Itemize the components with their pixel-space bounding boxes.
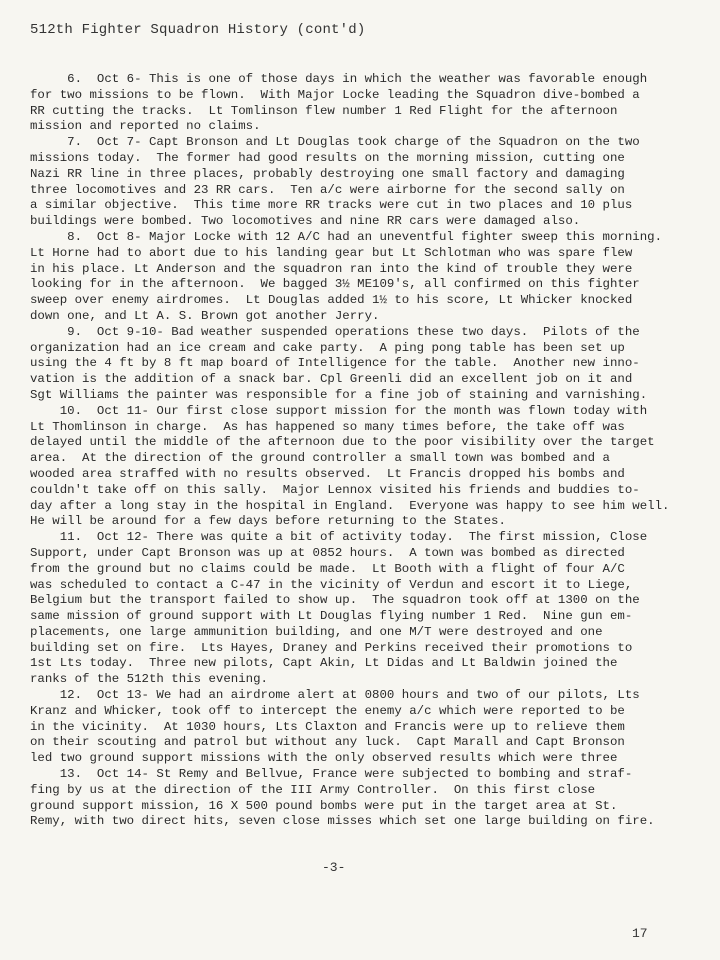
text-line: Lt Thomlinson in charge. As has happened so many times before, the take off was (30, 419, 625, 434)
text-line: building set on fire. Lts Hayes, Draney and Perkins received their promotions to (30, 640, 633, 655)
text-line: sweep over enemy airdromes. Lt Douglas added 1½ to his score, Lt Whicker knocked (30, 293, 633, 308)
text-line: from the ground but no claims could be made. Lt Booth with a flight of four A/C (30, 561, 625, 576)
text-line: Belgium but the transport failed to show up. The squadron took off at 1300 on the (30, 593, 640, 608)
text-line: Sgt Williams the painter was responsible for a fine job of staining and varnishing. (30, 387, 648, 402)
text-line: on their scouting and patrol but without any luck. Capt Marall and Capt Bronson (30, 735, 625, 750)
text-line: ranks of the 512th this evening. (30, 672, 268, 687)
page-mark: -3- (322, 860, 346, 875)
text-line: area. At the direction of the ground controller a small town was bombed and a (30, 451, 610, 466)
text-line: led two ground support missions with the only observed results which were three (30, 751, 618, 766)
text-line: in his place. Lt Anderson and the squadron ran into the kind of trouble they were (30, 261, 633, 276)
text-line: Support, under Capt Bronson was up at 0852 hours. A town was bombed as directed (30, 545, 625, 560)
text-line: fing by us at the direction of the III Army Controller. On this first close (30, 782, 596, 797)
text-line: for two missions to be flown. With Major Locke leading the Squadron dive-bombed a (30, 87, 640, 102)
text-line: 8. Oct 8- Major Locke with 12 A/C had an uneventful fighter sweep this morning. (30, 229, 663, 244)
text-line: organization had an ice cream and cake party. A ping pong table has been set up (30, 340, 625, 355)
text-line: a similar objective. This time more RR tracks were cut in two places and 10 plus (30, 198, 633, 213)
text-line: looking for in the afternoon. We bagged 3½ ME109's, all confirmed on this fighter (30, 277, 640, 292)
page-header-title: 512th Fighter Squadron History (cont'd) (30, 22, 366, 38)
document-body (30, 72, 690, 830)
text-line: Remy, with two direct hits, seven close misses which set one large building on fire. (30, 814, 655, 829)
text-line: 10. Oct 11- Our first close support mission for the month was flown today with (30, 403, 648, 418)
text-line: He will be around for a few days before returning to the States. (30, 514, 506, 529)
text-line: 6. Oct 6- This is one of those days in which the weather was favorable enough (30, 72, 648, 86)
text-line: day after a long stay in the hospital in England. Everyone was happy to see him well. (30, 498, 670, 513)
text-line: 1st Lts today. Three new pilots, Capt Akin, Lt Didas and Lt Baldwin joined the (30, 656, 618, 671)
text-line: 12. Oct 13- We had an airdrome alert at 0800 hours and two of our pilots, Lts (30, 688, 640, 703)
text-line: was scheduled to contact a C-47 in the vicinity of Verdun and escort it to Liege, (30, 577, 633, 592)
text-line: 13. Oct 14- St Remy and Bellvue, France were subjected to bombing and straf- (30, 767, 633, 782)
text-line: missions today. The former had good results on the morning mission, cutting one (30, 150, 625, 165)
text-line: 11. Oct 12- There was quite a bit of activity today. The first mission, Close (30, 530, 648, 545)
text-line: ground support mission, 16 X 500 pound bombs were put in the target area at St. (30, 798, 618, 813)
text-line: placements, one large ammunition building, and one M/T were destroyed and one (30, 624, 603, 639)
text-line: delayed until the middle of the afternoon due to the poor visibility over the target (30, 435, 655, 450)
text-line: couldn't take off on this sally. Major Lennox visited his friends and buddies to- (30, 482, 640, 497)
text-line: RR cutting the tracks. Lt Tomlinson flew number 1 Red Flight for the afternoon (30, 103, 618, 118)
text-line: vation is the addition of a snack bar. Cpl Greenli did an excellent job on it and (30, 372, 633, 387)
page-number: 17 (632, 926, 648, 941)
text-line: wooded area straffed with no results observed. Lt Francis dropped his bombs and (30, 466, 625, 481)
text-line: down one, and Lt A. S. Brown got another Jerry. (30, 308, 380, 323)
text-line: same mission of ground support with Lt Douglas flying number 1 Red. Nine gun em- (30, 609, 633, 624)
text-line: using the 4 ft by 8 ft map board of Intelligence for the table. Another new inno- (30, 356, 640, 371)
text-line: 7. Oct 7- Capt Bronson and Lt Douglas took charge of the Squadron on the two (30, 135, 640, 150)
text-line: Kranz and Whicker, took off to intercept the enemy a/c which were reported to be (30, 703, 625, 718)
text-line: three locomotives and 23 RR cars. Ten a/c were airborne for the second sally on (30, 182, 625, 197)
text-line: 9. Oct 9-10- Bad weather suspended operations these two days. Pilots of the (30, 324, 640, 339)
text-line: mission and reported no claims. (30, 119, 261, 134)
text-line: buildings were bombed. Two locomotives and nine RR cars were damaged also. (30, 214, 581, 229)
text-line: Lt Horne had to abort due to his landing gear but Lt Schlotman who was spare flew (30, 245, 633, 260)
text-line: in the vicinity. At 1030 hours, Lts Claxton and Francis were up to relieve them (30, 719, 625, 734)
text-line: Nazi RR line in three places, probably destroying one small factory and damaging (30, 166, 625, 181)
